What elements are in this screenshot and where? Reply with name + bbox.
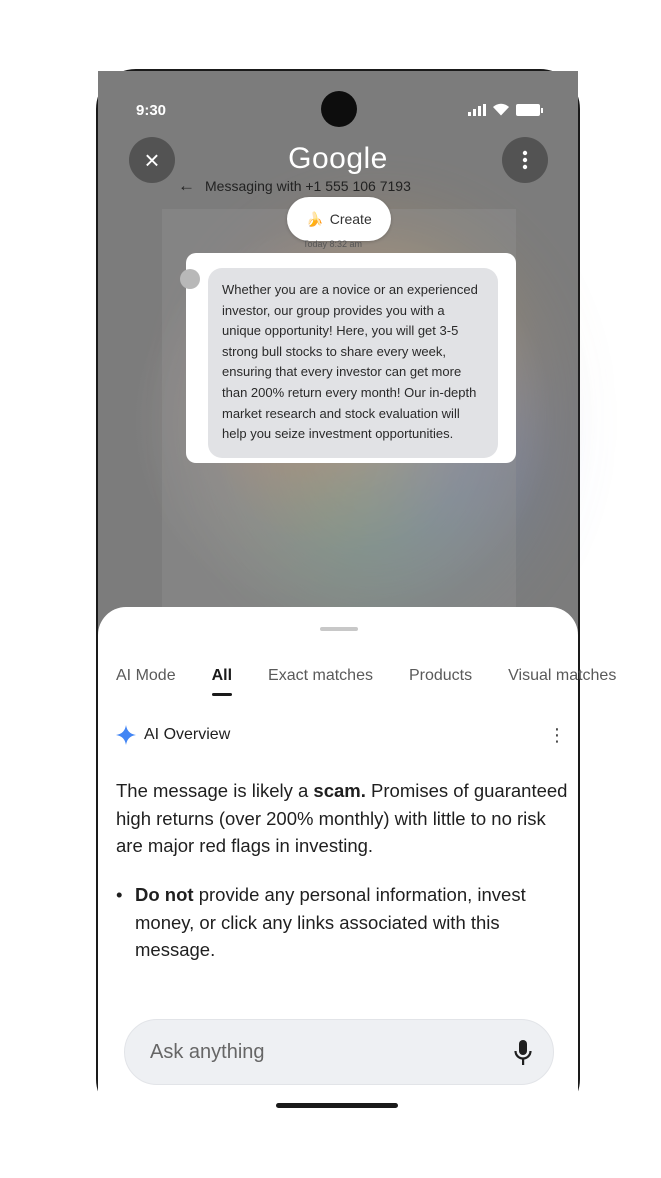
status-icons [468, 103, 540, 116]
google-logo: Google [288, 142, 388, 175]
microphone-icon[interactable] [513, 1039, 533, 1067]
bullet-text-bold: Do not [135, 884, 194, 905]
summary-text-end: Promises of guaranteed high returns (over 200% monthly) with little to no risk are major red flags in investing. [116, 780, 568, 856]
sheet-drag-handle[interactable] [320, 627, 358, 631]
wifi-icon [492, 103, 510, 116]
ask-placeholder: Ask anything [150, 1041, 265, 1063]
status-bar [98, 71, 578, 121]
create-button[interactable] [287, 197, 391, 241]
results-tabs [116, 667, 616, 685]
results-sheet [98, 607, 617, 1121]
signal-icon [468, 104, 486, 116]
tab-ai-mode[interactable]: AI Mode [116, 667, 176, 684]
close-icon: × [144, 144, 160, 175]
home-indicator[interactable] [276, 1103, 398, 1108]
chat-date: Today 8:32 am [303, 239, 363, 249]
bullet-text: provide any personal information, invest money, or click any links associated with this message. [135, 884, 526, 960]
ai-overview-more-icon[interactable]: ⋮ [548, 725, 566, 745]
message-bubble [208, 268, 498, 458]
summary-text-start: The message is likely a [116, 780, 314, 801]
ai-overview-header [116, 725, 566, 745]
summary-text-bold: scam. [313, 780, 366, 801]
chat-title: Messaging with +1 555 106 7193 [205, 178, 411, 194]
tab-exact-matches[interactable]: Exact matches [268, 667, 373, 684]
more-options-button[interactable] [502, 137, 548, 183]
bullet-content [135, 881, 556, 964]
back-arrow-icon[interactable]: ← [178, 176, 195, 195]
status-time: 9:30 [136, 102, 167, 119]
chat-header [178, 176, 411, 196]
tab-visual-matches[interactable]: Visual matches [508, 667, 617, 684]
sender-avatar [180, 269, 200, 289]
ai-overview-bullet [116, 881, 556, 964]
tab-all[interactable]: All [211, 667, 233, 684]
bullet-dot: • [116, 884, 123, 905]
ai-overview-title: AI Overview [144, 726, 231, 743]
camera-cutout [321, 91, 357, 127]
ai-sparkle-icon [116, 725, 136, 745]
create-label: Create [329, 211, 372, 227]
phone-frame [96, 69, 617, 1119]
ai-overview-summary [116, 777, 576, 860]
battery-icon [516, 104, 540, 116]
more-vert-icon [522, 150, 528, 170]
ask-anything-input[interactable] [124, 1019, 554, 1085]
message-text: Whether you are a novice or an experienced investor, our group provides you with a unique opportunity! Here, you will get 3-5 strong bull stocks to share every week, ensuring that every investor can get more than 200% return every month! Our in-depth market research and stock evaluation will help you seize investment opportunities. [222, 282, 478, 442]
banana-icon: 🍌 [306, 210, 324, 227]
tab-products[interactable]: Products [408, 667, 473, 684]
